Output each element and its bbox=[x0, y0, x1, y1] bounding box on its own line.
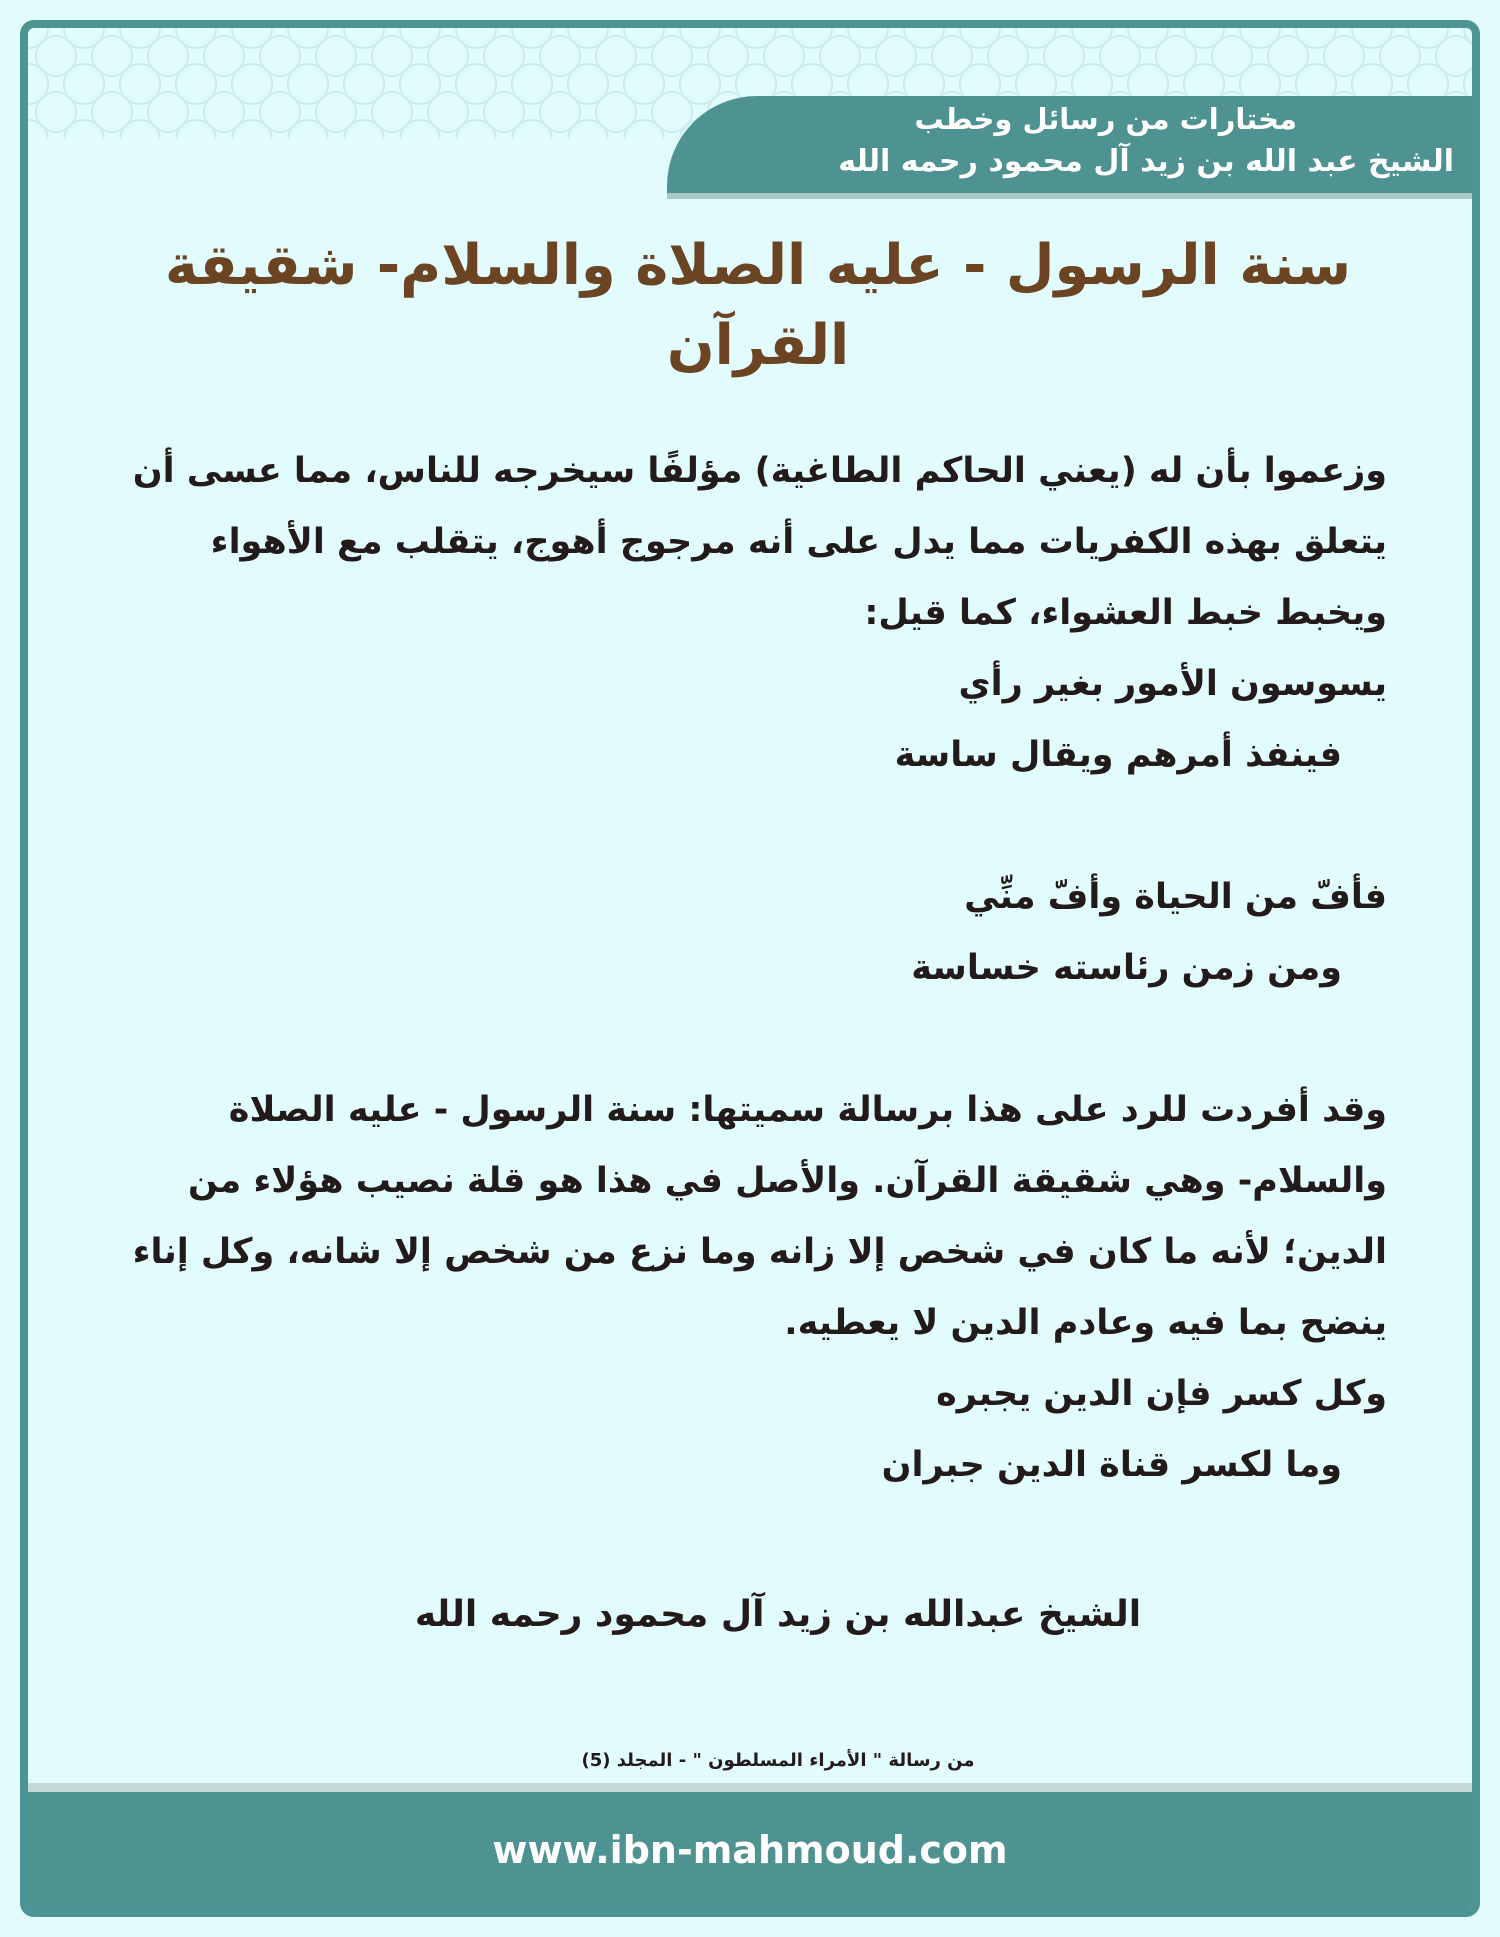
spacer bbox=[87, 1004, 1387, 1075]
source-reference: من رسالة " الأمراء المسلطون " - المجلد (5) bbox=[581, 1750, 975, 1771]
verse-line: فينفذ أمرهم ويقال ساسة bbox=[894, 735, 1342, 775]
paragraph-main: وقد أفردت للرد على هذا برسالة سميتها: سنة الرسول - عليه الصلاة والسلام- وهي شقيقة القرآن. والأصل في هذا هو قلة نصيب هؤلاء من الدين؛ لأنه ما كان في شخص إلا زانه وما نزع من شخص إلا شانه، وكل إناء ينضح بما فيه وعادم الدين لا يعطيه. bbox=[132, 1090, 1387, 1343]
footer-bar bbox=[28, 1783, 1472, 1909]
header-author-name: الشيخ عبد الله بن زيد آل محمود رحمه الله bbox=[838, 144, 1454, 179]
verse-line: فأفّ من الحياة وأفّ منِّي bbox=[964, 877, 1387, 917]
verse-line: ومن زمن رئاسته خساسة bbox=[911, 948, 1342, 988]
page-frame bbox=[20, 20, 1480, 1917]
author-signature: الشيخ عبدالله بن زيد آل محمود رحمه الله bbox=[414, 1594, 1142, 1635]
verse-line: وما لكسر قناة الدين جبران bbox=[881, 1445, 1342, 1485]
header-banner bbox=[667, 96, 1472, 199]
verse-line: يسوسون الأمور بغير رأي bbox=[958, 664, 1387, 704]
article-body bbox=[87, 436, 1387, 1501]
article-title: سنة الرسول - عليه الصلاة والسلام- شقيقة القرآن bbox=[164, 233, 1352, 378]
spacer bbox=[87, 791, 1387, 862]
header-series-title: مختارات من رسائل وخطب bbox=[914, 102, 1297, 136]
verse-line: وكل كسر فإن الدين يجبره bbox=[936, 1374, 1387, 1414]
paragraph-intro: وزعموا بأن له (يعني الحاكم الطاغية) مؤلفًا سيخرجه للناس، مما عسى أن يتعلق بهذه الكفريات مما يدل على أنه مرجوج أهوج، يتقلب مع الأهواء ويخبط خبط العشواء، كما قيل: bbox=[132, 451, 1387, 633]
website-link[interactable]: www.ibn-mahmoud.com bbox=[492, 1828, 1008, 1872]
